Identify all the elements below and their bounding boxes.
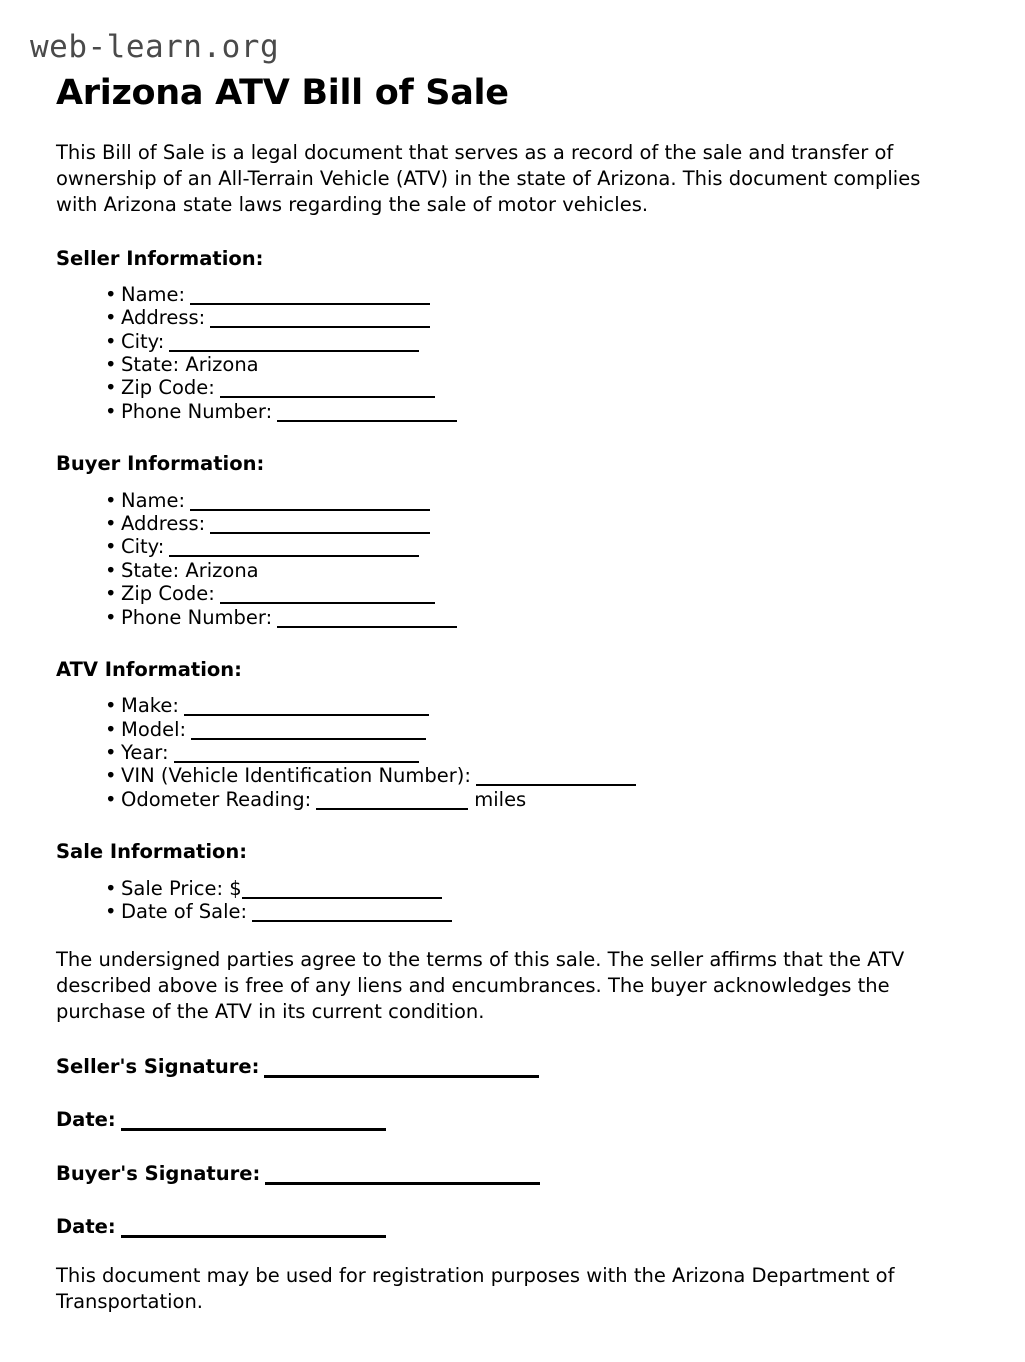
form-field-row <box>105 788 945 811</box>
form-field-blank-line[interactable] <box>316 808 468 810</box>
form-field-blank-line[interactable] <box>220 602 435 604</box>
form-field-row <box>105 718 945 741</box>
form-field-row <box>105 330 945 353</box>
form-field-label: Phone Number: <box>121 605 273 629</box>
form-field-label: State: <box>121 353 180 377</box>
form-field-value: Arizona <box>179 353 259 377</box>
form-field-label: Year: <box>121 741 169 765</box>
form-field-blank-line[interactable] <box>169 555 419 557</box>
sale-information-heading: Sale Information: <box>56 840 248 864</box>
site-watermark: web-learn.org <box>30 29 280 65</box>
form-field-blank-line[interactable] <box>277 420 457 422</box>
form-field-blank-line[interactable] <box>277 626 457 628</box>
form-field-label: State: <box>121 558 180 582</box>
sale-information-list <box>56 877 945 924</box>
form-field-label: Address: <box>121 511 206 535</box>
form-field-row <box>105 283 945 306</box>
closing-paragraph: This document may be used for registration purposes with the Arizona Department of Transportation. <box>56 1263 895 1313</box>
signature-label: Date: <box>56 1108 116 1132</box>
buyer-information-list <box>56 489 945 629</box>
form-field-blank-line[interactable] <box>252 920 452 922</box>
form-field-row <box>105 400 945 423</box>
seller-information-heading: Seller Information: <box>56 246 264 270</box>
signature-row <box>56 1215 945 1238</box>
signature-row <box>56 1055 945 1078</box>
form-field-row <box>105 376 945 399</box>
form-field-label: Phone Number: <box>121 399 273 423</box>
agreement-paragraph: The undersigned parties agree to the terms of this sale. The seller affirms that the ATV described above is free of any liens and encumbrances. The buyer acknowledges the purchase of the ATV in its current condition. <box>56 948 905 1024</box>
form-field-suffix: miles <box>474 787 527 811</box>
form-field-label: Address: <box>121 306 206 330</box>
form-field-blank-line[interactable] <box>242 897 442 899</box>
form-field-label: VIN (Vehicle Identification Number): <box>121 764 471 788</box>
form-field-blank-line[interactable] <box>184 714 429 716</box>
form-field-row <box>105 877 945 900</box>
form-field-row <box>105 306 945 329</box>
signature-row <box>56 1108 945 1131</box>
form-field-blank-line[interactable] <box>190 303 430 305</box>
form-field-row <box>105 764 945 787</box>
form-field-label: Zip Code: <box>121 376 215 400</box>
form-field-row <box>105 900 945 923</box>
form-field-blank-line[interactable] <box>174 761 419 763</box>
form-field-blank-line[interactable] <box>169 350 419 352</box>
form-field-blank-line[interactable] <box>220 396 435 398</box>
form-field-blank-line[interactable] <box>191 738 426 740</box>
form-field-blank-line[interactable] <box>190 509 430 511</box>
form-field-label: City: <box>121 329 165 353</box>
signature-blank-line[interactable] <box>121 1128 386 1131</box>
form-field-label: Zip Code: <box>121 582 215 606</box>
signature-label: Buyer's Signature: <box>56 1161 261 1185</box>
seller-information-list <box>56 283 945 423</box>
buyer-information-heading: Buyer Information: <box>56 452 265 476</box>
form-field-value: Arizona <box>179 558 259 582</box>
form-field-row <box>105 606 945 629</box>
signature-row <box>56 1162 945 1185</box>
page-bottom-spacer <box>56 1314 945 1362</box>
form-field-row <box>105 489 945 512</box>
form-field-row <box>105 353 945 376</box>
form-field-blank-line[interactable] <box>476 784 636 786</box>
form-field-label: City: <box>121 535 165 559</box>
form-field-label: Model: <box>121 717 187 741</box>
form-field-label: Make: <box>121 694 179 718</box>
signature-label: Seller's Signature: <box>56 1055 260 1079</box>
form-field-row <box>105 512 945 535</box>
form-field-row <box>105 582 945 605</box>
form-field-row <box>105 694 945 717</box>
form-field-blank-line[interactable] <box>210 532 430 534</box>
signature-label: Date: <box>56 1215 116 1239</box>
form-field-blank-line[interactable] <box>210 326 430 328</box>
form-field-label: Name: <box>121 282 186 306</box>
signature-blank-line[interactable] <box>264 1075 539 1078</box>
signature-section <box>56 1055 945 1239</box>
form-field-label: Date of Sale: <box>121 899 248 923</box>
intro-paragraph: This Bill of Sale is a legal document that serves as a record of the sale and transfer of ownership of an All-Terrain Vehicle (ATV) in the state of Arizona. This document complies with Arizona state laws regarding the sale of motor vehicles. <box>56 140 921 216</box>
form-field-row <box>105 741 945 764</box>
signature-blank-line[interactable] <box>121 1235 386 1238</box>
signature-blank-line[interactable] <box>265 1182 540 1185</box>
form-field-row <box>105 535 945 558</box>
form-field-label: Odometer Reading: <box>121 787 312 811</box>
form-field-row <box>105 559 945 582</box>
atv-information-heading: ATV Information: <box>56 657 242 681</box>
form-field-label: Sale Price: $ <box>121 876 242 900</box>
form-field-label: Name: <box>121 488 186 512</box>
page-title: Arizona ATV Bill of Sale <box>56 73 509 113</box>
atv-information-list <box>56 694 945 811</box>
